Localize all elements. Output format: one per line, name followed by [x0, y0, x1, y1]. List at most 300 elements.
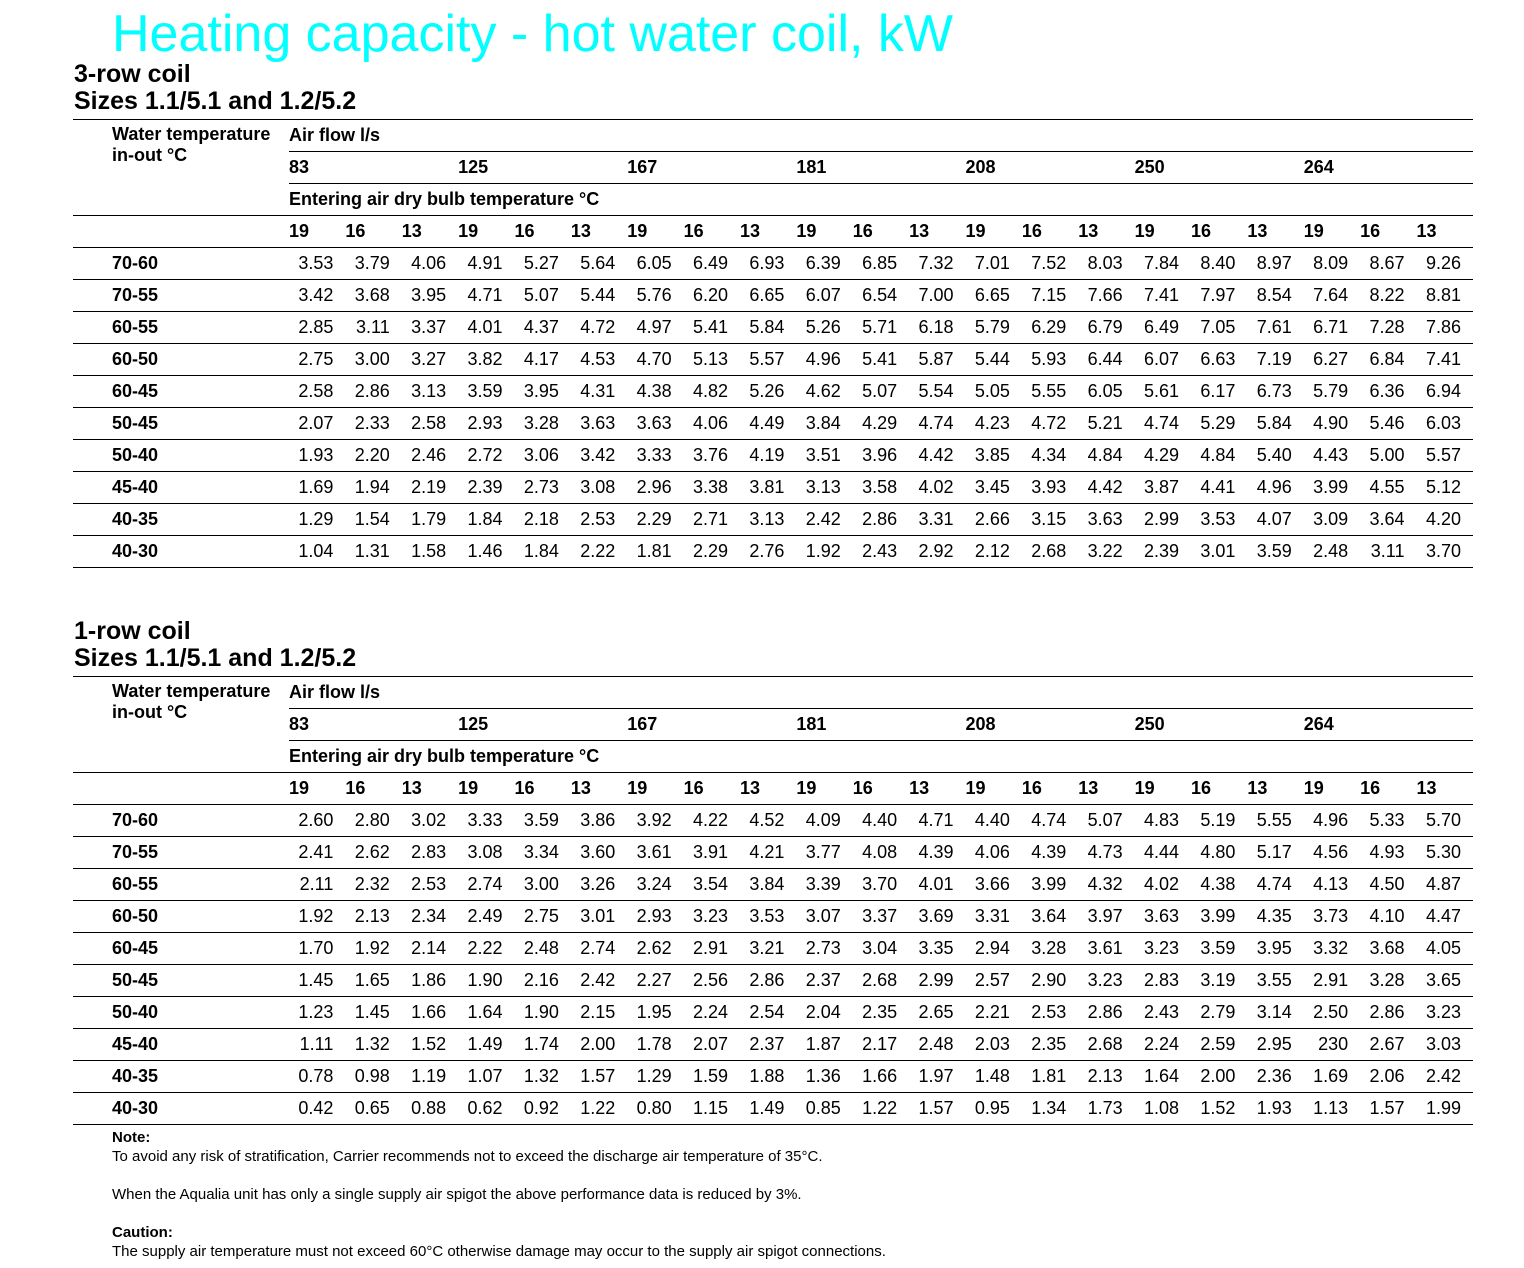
water-temp-row-label: 50-40 — [73, 440, 289, 472]
capacity-value: 2.62 — [345, 837, 401, 869]
capacity-value: 8.40 — [1191, 248, 1247, 280]
capacity-value: 3.23 — [1078, 965, 1134, 997]
capacity-value: 3.58 — [853, 472, 909, 504]
capacity-value: 1.84 — [515, 536, 571, 568]
capacity-value: 2.56 — [684, 965, 740, 997]
capacity-value: 6.44 — [1078, 344, 1134, 376]
capacity-value: 2.96 — [627, 472, 683, 504]
capacity-value: 3.19 — [1191, 965, 1247, 997]
capacity-value: 4.34 — [1022, 440, 1078, 472]
capacity-value: 1.73 — [1078, 1093, 1134, 1125]
entering-temp-header: 16 — [1360, 216, 1416, 248]
capacity-value: 1.95 — [627, 997, 683, 1029]
capacity-value: 8.67 — [1360, 248, 1416, 280]
capacity-value: 2.41 — [289, 837, 345, 869]
capacity-value: 3.84 — [740, 869, 796, 901]
water-temp-row-label: 40-35 — [73, 1061, 289, 1093]
capacity-value: 2.00 — [1191, 1061, 1247, 1093]
header-blank-cell — [73, 216, 289, 248]
capacity-value: 1.08 — [1135, 1093, 1191, 1125]
capacity-value: 2.07 — [289, 408, 345, 440]
capacity-value: 3.14 — [1247, 997, 1303, 1029]
entering-temp-header: 19 — [1135, 773, 1191, 805]
capacity-value: 3.59 — [1247, 536, 1303, 568]
capacity-value: 4.72 — [1022, 408, 1078, 440]
capacity-value: 3.59 — [515, 805, 571, 837]
capacity-value: 4.83 — [1135, 805, 1191, 837]
capacity-value: 3.55 — [1247, 965, 1303, 997]
capacity-value: 3.13 — [796, 472, 852, 504]
water-temp-row-label: 50-45 — [73, 408, 289, 440]
capacity-value: 1.57 — [909, 1093, 965, 1125]
capacity-value: 2.39 — [458, 472, 514, 504]
capacity-value: 3.70 — [853, 869, 909, 901]
capacity-value: 2.22 — [571, 536, 627, 568]
capacity-value: 2.34 — [402, 901, 458, 933]
capacity-value: 4.74 — [1247, 869, 1303, 901]
capacity-value: 1.04 — [289, 536, 345, 568]
capacity-value: 2.86 — [853, 504, 909, 536]
capacity-value: 8.22 — [1360, 280, 1416, 312]
capacity-value: 4.73 — [1078, 837, 1134, 869]
capacity-value: 2.93 — [458, 408, 514, 440]
capacity-value: 6.84 — [1360, 344, 1416, 376]
capacity-value: 1.64 — [458, 997, 514, 1029]
capacity-value: 4.80 — [1191, 837, 1247, 869]
note-single-spigot-text: When the Aqualia unit has only a single supply air spigot the above performance data is reduced by 3%. — [112, 1186, 802, 1203]
capacity-value: 3.63 — [627, 408, 683, 440]
capacity-value: 3.70 — [1417, 536, 1474, 568]
capacity-value: 6.73 — [1247, 376, 1303, 408]
capacity-value: 3.37 — [402, 312, 458, 344]
capacity-value: 8.03 — [1078, 248, 1134, 280]
capacity-value: 2.35 — [1022, 1029, 1078, 1061]
note-stratification-text: To avoid any risk of stratification, Carrier recommends not to exceed the discharge air temperature of 35°C. — [112, 1148, 823, 1165]
capacity-value: 3.68 — [345, 280, 401, 312]
capacity-value: 3.61 — [1078, 933, 1134, 965]
capacity-value: 4.84 — [1078, 440, 1134, 472]
entering-temp-header: 13 — [1078, 216, 1134, 248]
capacity-value: 2.50 — [1304, 997, 1360, 1029]
entering-temp-header: 16 — [515, 773, 571, 805]
water-temp-row-label: 60-50 — [73, 901, 289, 933]
capacity-value: 2.86 — [1360, 997, 1416, 1029]
capacity-value: 2.46 — [402, 440, 458, 472]
capacity-value: 0.65 — [345, 1093, 401, 1125]
capacity-value: 6.36 — [1360, 376, 1416, 408]
capacity-value: 5.07 — [515, 280, 571, 312]
capacity-value: 2.04 — [796, 997, 852, 1029]
capacity-value: 3.37 — [853, 901, 909, 933]
capacity-value: 2.65 — [909, 997, 965, 1029]
capacity-value: 7.01 — [966, 248, 1022, 280]
capacity-value: 1.70 — [289, 933, 345, 965]
capacity-value: 6.65 — [740, 280, 796, 312]
page-title: Heating capacity - hot water coil, kW — [112, 5, 953, 63]
capacity-value: 2.95 — [1247, 1029, 1303, 1061]
capacity-value: 5.54 — [909, 376, 965, 408]
entering-temp-header: 19 — [289, 773, 345, 805]
capacity-value: 4.02 — [1135, 869, 1191, 901]
entering-temp-header: 13 — [909, 216, 965, 248]
capacity-value: 4.40 — [966, 805, 1022, 837]
capacity-value: 0.85 — [796, 1093, 852, 1125]
capacity-value: 3.13 — [740, 504, 796, 536]
water-temp-row-label: 40-30 — [73, 536, 289, 568]
water-temp-row-label: 60-50 — [73, 344, 289, 376]
capacity-value: 5.17 — [1247, 837, 1303, 869]
capacity-value: 1.23 — [289, 997, 345, 1029]
capacity-value: 4.31 — [571, 376, 627, 408]
capacity-value: 1.81 — [1022, 1061, 1078, 1093]
capacity-value: 5.57 — [740, 344, 796, 376]
capacity-value: 2.94 — [966, 933, 1022, 965]
table-row — [73, 997, 1473, 1029]
capacity-value: 3.23 — [684, 901, 740, 933]
capacity-value: 2.58 — [402, 408, 458, 440]
capacity-value: 5.29 — [1191, 408, 1247, 440]
entering-temp-header: 13 — [1078, 773, 1134, 805]
capacity-value: 6.05 — [1078, 376, 1134, 408]
capacity-value: 3.22 — [1078, 536, 1134, 568]
capacity-value: 3.76 — [684, 440, 740, 472]
capacity-value: 2.86 — [740, 965, 796, 997]
capacity-value: 4.37 — [515, 312, 571, 344]
capacity-value: 2.66 — [966, 504, 1022, 536]
capacity-value: 3.45 — [966, 472, 1022, 504]
capacity-value: 7.05 — [1191, 312, 1247, 344]
air-flow-value: 181 — [796, 709, 965, 741]
capacity-value: 1.93 — [1247, 1093, 1303, 1125]
capacity-value: 4.90 — [1304, 408, 1360, 440]
table-row — [73, 280, 1473, 312]
capacity-value: 6.94 — [1417, 376, 1474, 408]
entering-temp-header: 13 — [1247, 216, 1303, 248]
air-flow-value: 208 — [966, 709, 1135, 741]
capacity-value: 4.49 — [740, 408, 796, 440]
table-row — [73, 933, 1473, 965]
capacity-value: 0.42 — [289, 1093, 345, 1125]
capacity-value: 5.55 — [1022, 376, 1078, 408]
capacity-value: 5.57 — [1417, 440, 1474, 472]
capacity-value: 3.99 — [1304, 472, 1360, 504]
entering-temp-header: 16 — [853, 773, 909, 805]
capacity-value: 2.91 — [684, 933, 740, 965]
capacity-value: 1.92 — [289, 901, 345, 933]
capacity-value: 3.00 — [345, 344, 401, 376]
capacity-value: 3.53 — [740, 901, 796, 933]
capacity-value: 3.64 — [1022, 901, 1078, 933]
capacity-value: 3.64 — [1360, 504, 1416, 536]
capacity-value: 3.87 — [1135, 472, 1191, 504]
capacity-value: 2.49 — [458, 901, 514, 933]
capacity-value: 2.53 — [1022, 997, 1078, 1029]
capacity-value: 3.60 — [571, 837, 627, 869]
capacity-value: 4.06 — [966, 837, 1022, 869]
capacity-value: 3.54 — [684, 869, 740, 901]
capacity-value: 2.57 — [966, 965, 1022, 997]
capacity-value: 5.79 — [1304, 376, 1360, 408]
capacity-value: 6.65 — [966, 280, 1022, 312]
capacity-value: 2.99 — [909, 965, 965, 997]
capacity-value: 1.65 — [345, 965, 401, 997]
capacity-value: 3.81 — [740, 472, 796, 504]
water-temp-row-label: 50-45 — [73, 965, 289, 997]
capacity-value: 4.38 — [1191, 869, 1247, 901]
entering-temp-header: 13 — [571, 773, 627, 805]
capacity-value: 2.75 — [289, 344, 345, 376]
capacity-value: 2.86 — [1078, 997, 1134, 1029]
capacity-value: 3.96 — [853, 440, 909, 472]
capacity-value: 3.82 — [458, 344, 514, 376]
capacity-value: 3.42 — [571, 440, 627, 472]
entering-temp-header: 19 — [458, 773, 514, 805]
capacity-value: 4.10 — [1360, 901, 1416, 933]
three-row-title-line1: 3-row coil — [74, 60, 191, 88]
capacity-value: 0.88 — [402, 1093, 458, 1125]
capacity-value: 4.87 — [1417, 869, 1474, 901]
capacity-value: 6.05 — [627, 248, 683, 280]
capacity-value: 5.41 — [684, 312, 740, 344]
capacity-value: 2.74 — [571, 933, 627, 965]
capacity-value: 4.17 — [515, 344, 571, 376]
capacity-value: 6.29 — [1022, 312, 1078, 344]
one-row-coil-table — [73, 676, 1473, 1125]
capacity-value: 2.37 — [796, 965, 852, 997]
entering-temp-header: 19 — [1304, 773, 1360, 805]
capacity-value: 6.79 — [1078, 312, 1134, 344]
capacity-value: 3.28 — [515, 408, 571, 440]
water-temp-row-label: 45-40 — [73, 1029, 289, 1061]
capacity-value: 2.12 — [966, 536, 1022, 568]
capacity-value: 2.48 — [1304, 536, 1360, 568]
capacity-value: 2.33 — [345, 408, 401, 440]
capacity-value: 4.06 — [402, 248, 458, 280]
capacity-value: 2.90 — [1022, 965, 1078, 997]
capacity-value: 5.27 — [515, 248, 571, 280]
capacity-value: 1.64 — [1135, 1061, 1191, 1093]
air-flow-value: 208 — [966, 152, 1135, 184]
capacity-value: 3.03 — [1417, 1029, 1474, 1061]
table-row — [73, 965, 1473, 997]
capacity-value: 1.46 — [458, 536, 514, 568]
water-temperature-label: Water temperature in-out °C — [73, 120, 289, 216]
capacity-value: 1.15 — [684, 1093, 740, 1125]
capacity-value: 7.41 — [1135, 280, 1191, 312]
capacity-value: 8.97 — [1247, 248, 1303, 280]
table-row — [73, 536, 1473, 568]
capacity-value: 4.96 — [1247, 472, 1303, 504]
capacity-value: 4.42 — [909, 440, 965, 472]
capacity-value: 6.71 — [1304, 312, 1360, 344]
capacity-value: 3.92 — [627, 805, 683, 837]
water-temp-row-label: 60-45 — [73, 933, 289, 965]
capacity-value: 2.99 — [1135, 504, 1191, 536]
capacity-value: 6.85 — [853, 248, 909, 280]
three-row-title-line2: Sizes 1.1/5.1 and 1.2/5.2 — [74, 87, 357, 115]
capacity-value: 2.75 — [515, 901, 571, 933]
capacity-value: 4.32 — [1078, 869, 1134, 901]
entering-temp-header: 13 — [740, 216, 796, 248]
entering-temp-header: 16 — [1022, 773, 1078, 805]
capacity-value: 0.92 — [515, 1093, 571, 1125]
entering-temp-header: 13 — [1247, 773, 1303, 805]
entering-temp-header: 16 — [1191, 773, 1247, 805]
air-flow-value: 181 — [796, 152, 965, 184]
capacity-value: 4.70 — [627, 344, 683, 376]
capacity-value: 3.86 — [571, 805, 627, 837]
air-flow-value: 167 — [627, 152, 796, 184]
capacity-value: 2.07 — [684, 1029, 740, 1061]
table-row — [73, 312, 1473, 344]
capacity-value: 2.36 — [1247, 1061, 1303, 1093]
capacity-value: 1.99 — [1417, 1093, 1474, 1125]
capacity-value: 3.59 — [458, 376, 514, 408]
one-row-section-title — [74, 618, 356, 672]
table-row — [73, 805, 1473, 837]
capacity-value: 1.87 — [796, 1029, 852, 1061]
capacity-value: 2.11 — [289, 869, 345, 901]
capacity-value: 7.28 — [1360, 312, 1416, 344]
entering-air-label: Entering air dry bulb temperature °C — [289, 741, 1473, 773]
capacity-value: 4.97 — [627, 312, 683, 344]
capacity-value: 2.92 — [909, 536, 965, 568]
entering-temp-header: 16 — [515, 216, 571, 248]
capacity-value: 4.55 — [1360, 472, 1416, 504]
capacity-value: 2.06 — [1360, 1061, 1416, 1093]
capacity-value: 5.84 — [740, 312, 796, 344]
capacity-value: 2.73 — [515, 472, 571, 504]
entering-temp-header: 19 — [796, 216, 852, 248]
capacity-value: 4.39 — [909, 837, 965, 869]
capacity-value: 2.13 — [345, 901, 401, 933]
capacity-value: 2.27 — [627, 965, 683, 997]
capacity-value: 3.63 — [571, 408, 627, 440]
capacity-value: 4.01 — [458, 312, 514, 344]
capacity-value: 3.65 — [1417, 965, 1474, 997]
capacity-value: 6.93 — [740, 248, 796, 280]
capacity-value: 2.80 — [345, 805, 401, 837]
capacity-value: 1.52 — [402, 1029, 458, 1061]
capacity-value: 1.29 — [289, 504, 345, 536]
capacity-value: 3.09 — [1304, 504, 1360, 536]
capacity-value: 1.54 — [345, 504, 401, 536]
capacity-value: 8.54 — [1247, 280, 1303, 312]
capacity-value: 3.95 — [515, 376, 571, 408]
capacity-value: 5.30 — [1417, 837, 1474, 869]
capacity-value: 2.22 — [458, 933, 514, 965]
capacity-value: 2.68 — [853, 965, 909, 997]
capacity-value: 5.26 — [796, 312, 852, 344]
capacity-value: 4.05 — [1417, 933, 1474, 965]
capacity-value: 7.00 — [909, 280, 965, 312]
capacity-value: 4.19 — [740, 440, 796, 472]
capacity-value: 2.86 — [345, 376, 401, 408]
capacity-value: 4.42 — [1078, 472, 1134, 504]
capacity-value: 2.24 — [684, 997, 740, 1029]
capacity-value: 4.53 — [571, 344, 627, 376]
capacity-value: 5.07 — [853, 376, 909, 408]
air-flow-value: 83 — [289, 152, 458, 184]
capacity-value: 1.19 — [402, 1061, 458, 1093]
capacity-value: 3.93 — [1022, 472, 1078, 504]
capacity-value: 2.29 — [684, 536, 740, 568]
air-flow-value: 264 — [1304, 152, 1473, 184]
capacity-value: 0.78 — [289, 1061, 345, 1093]
capacity-value: 3.00 — [515, 869, 571, 901]
capacity-value: 3.91 — [684, 837, 740, 869]
capacity-value: 3.85 — [966, 440, 1022, 472]
capacity-value: 4.44 — [1135, 837, 1191, 869]
one-row-title-line2: Sizes 1.1/5.1 and 1.2/5.2 — [74, 644, 357, 672]
capacity-value: 1.49 — [458, 1029, 514, 1061]
capacity-value: 5.79 — [966, 312, 1022, 344]
capacity-value: 1.07 — [458, 1061, 514, 1093]
capacity-value: 3.24 — [627, 869, 683, 901]
capacity-value: 2.74 — [458, 869, 514, 901]
water-temp-row-label: 45-40 — [73, 472, 289, 504]
capacity-value: 2.62 — [627, 933, 683, 965]
capacity-value: 5.13 — [684, 344, 740, 376]
water-temp-row-label: 40-35 — [73, 504, 289, 536]
capacity-value: 2.03 — [966, 1029, 1022, 1061]
capacity-value: 2.67 — [1360, 1029, 1416, 1061]
entering-temp-header: 16 — [684, 773, 740, 805]
capacity-value: 1.31 — [345, 536, 401, 568]
capacity-value: 4.29 — [853, 408, 909, 440]
entering-temp-header: 16 — [853, 216, 909, 248]
capacity-value: 4.06 — [684, 408, 740, 440]
capacity-value: 1.90 — [458, 965, 514, 997]
capacity-value: 3.77 — [796, 837, 852, 869]
capacity-value: 5.21 — [1078, 408, 1134, 440]
water-temp-row-label: 60-55 — [73, 312, 289, 344]
capacity-value: 2.32 — [345, 869, 401, 901]
table-row — [73, 504, 1473, 536]
capacity-value: 4.08 — [853, 837, 909, 869]
capacity-value: 2.43 — [1135, 997, 1191, 1029]
capacity-value: 7.61 — [1247, 312, 1303, 344]
entering-air-label: Entering air dry bulb temperature °C — [289, 184, 1473, 216]
capacity-value: 5.07 — [1078, 805, 1134, 837]
caution-heading: Caution: — [112, 1224, 173, 1241]
entering-temp-header: 16 — [1191, 216, 1247, 248]
capacity-value: 5.71 — [853, 312, 909, 344]
caution-text: The supply air temperature must not exceed 60°C otherwise damage may occur to the supply air spigot connections. — [112, 1243, 886, 1260]
capacity-value: 7.84 — [1135, 248, 1191, 280]
capacity-value: 3.97 — [1078, 901, 1134, 933]
air-flow-value: 125 — [458, 709, 627, 741]
capacity-value: 4.21 — [740, 837, 796, 869]
capacity-value: 2.24 — [1135, 1029, 1191, 1061]
capacity-value: 2.76 — [740, 536, 796, 568]
capacity-value: 5.55 — [1247, 805, 1303, 837]
capacity-value: 5.05 — [966, 376, 1022, 408]
capacity-value: 3.34 — [515, 837, 571, 869]
capacity-value: 6.03 — [1417, 408, 1474, 440]
capacity-value: 1.66 — [853, 1061, 909, 1093]
water-temp-row-label: 50-40 — [73, 997, 289, 1029]
capacity-value: 4.43 — [1304, 440, 1360, 472]
capacity-value: 3.63 — [1135, 901, 1191, 933]
capacity-value: 4.22 — [684, 805, 740, 837]
capacity-value: 1.84 — [458, 504, 514, 536]
entering-temp-header: 19 — [966, 773, 1022, 805]
capacity-value: 230 — [1304, 1029, 1360, 1061]
air-flow-label: Air flow l/s — [289, 120, 1473, 152]
capacity-value: 1.92 — [345, 933, 401, 965]
capacity-value: 2.48 — [515, 933, 571, 965]
